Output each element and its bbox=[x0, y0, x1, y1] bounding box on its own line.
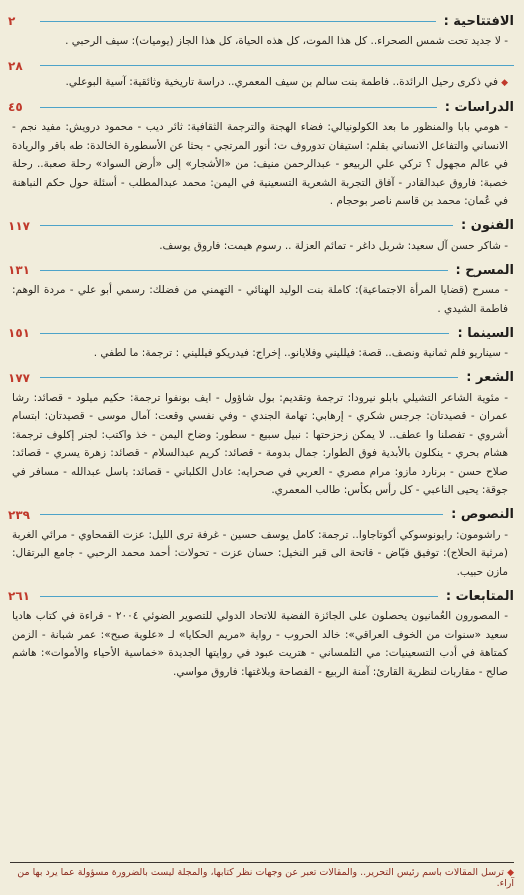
divider-line bbox=[40, 514, 443, 515]
section-cinema bbox=[8, 322, 514, 363]
section-text: - مئوية الشاعر التشيلي بابلو نيرودا: ترجمة وتقديم: بول شاؤول - ايف بونفوا ترجمة: حكيم ميلود - قصائد: رشا عمران - قصيدتان: جرجس شكري - إرهابي: تهامة الجندي - وفي نفسي وقعت: آمال موسى - قصيدتان: ابتسام أشروي - تفصلنا وا عطف.. لا يمكن زحزحتها : نبيل سبيع - سطور: وضاح اليمن - خذ واكتب: لجنر إكلوف ترجمة: هشام بحري - ينكلون بالأبدية فوق الطوار: جمال بدومة - قصائد: كريم عبدالسلام - قصائد: زهرة يسري - قصائد: صلاح حسن - برنارد مازو: مرام مصري - العربي في صحرايه: عادل الكلباني - قصائد: باسل عبدالله - مسافر في جوقة: يحيى الناعبي - كل رأس بكأس: طالب المعمري. bbox=[12, 391, 508, 496]
section-title: النصوص : bbox=[451, 507, 514, 522]
page-number: ٢ bbox=[8, 14, 16, 28]
section-text: - هومي بابا والمنظور ما بعد الكولونيالي: فضاء الهجنة والترجمة الثقافية: ثائر ديب - محمود درويش: مفيد نجم - الانساني والتفاعل الانساني بقلم: استيفان تدوروف ت: أنور المرتجي - بحثا عن الأسطورة الخالدة: طه باقر والريادة في عالم مجهول ؟ تركي علي الربيعو - عبدالرحمن منيف: من «الأشجار» إلى «أرض السواد» رحلة صعبة.. رحلة خصبة: فاروق عبدالقادر - آفاق التجربة الشعرية التسعينية في اليمن: محمد عبدالمطلب - أسئلة حول حكم النباهنة في عُمان: محمد بن قاسم ناصر بوحجام . bbox=[12, 121, 508, 207]
section-header bbox=[8, 59, 514, 73]
section-header bbox=[8, 215, 514, 237]
section-theater bbox=[8, 259, 514, 318]
section-header bbox=[8, 322, 514, 344]
divider-line bbox=[40, 596, 438, 597]
section-text: - لا جديد تحت شمس الصحراء.. كل هذا الموت، كل هذه الحياة، كل هذا الجاز (يوميات): سيف الرحبي . bbox=[65, 35, 508, 47]
divider-line bbox=[40, 21, 436, 22]
divider-line bbox=[40, 333, 449, 334]
divider-line bbox=[40, 65, 514, 66]
section-remembrance bbox=[8, 59, 514, 93]
section-text: - شاكر حسن آل سعيد: شربل داغر - تمائم العزلة .. رسوم هيمت: فاروق يوسف. bbox=[159, 239, 508, 252]
section-opening bbox=[8, 10, 514, 51]
section-title: الشعر : bbox=[466, 370, 514, 385]
divider-line bbox=[40, 270, 448, 271]
footnote-text: ترسل المقالات باسم رئيس التحرير.. والمقالات تعبر عن وجهات نظر كتابها، والمجلة ليست بالضرورة مسؤولة عما يرد بها من آراء. bbox=[17, 867, 514, 889]
page-number: ٢٨ bbox=[8, 58, 23, 73]
section-header bbox=[8, 96, 514, 118]
section-text: - راشومون: رايونوسوكي أكوتاجاوا.. ترجمة: كامل يوسف حسين - غرفة ترى الليل: عزت القمحاوي - مرائي الغربة (مرثية الحلاج): توفيق فيّاض - قاتحة الى قبر النخيل: حسان عزت - تحولات: أحمد محمد الرحبي - جامع البرتقال: مازن حبيب. bbox=[12, 528, 508, 578]
footnote bbox=[10, 867, 514, 889]
section-header bbox=[8, 10, 514, 32]
section-title: الدراسات : bbox=[444, 99, 514, 115]
section-text bbox=[8, 73, 514, 93]
section-follow-ups bbox=[8, 585, 514, 681]
divider-line bbox=[40, 377, 458, 378]
section-text: - مسرح (قضايا المرأة الاجتماعية): كاملة بنت الوليد الهنائي - التهمني من فضلك: رسمي أبو علي - مردة الوهم: فاطمة الشيدي . bbox=[12, 284, 508, 315]
page-number: ١٣١ bbox=[8, 263, 30, 277]
section-studies bbox=[8, 96, 514, 211]
diamond-bullet-icon: ◆ bbox=[507, 868, 514, 878]
section-header bbox=[8, 259, 514, 281]
divider-line bbox=[40, 107, 437, 108]
page-number: ١٥١ bbox=[8, 326, 30, 340]
page-number: ١١٧ bbox=[8, 218, 30, 233]
section-title: الفنون : bbox=[461, 218, 514, 233]
section-title: المتابعات : bbox=[445, 588, 514, 604]
diamond-bullet-icon: ◆ bbox=[501, 77, 508, 88]
section-arts bbox=[8, 215, 514, 256]
section-header bbox=[8, 585, 514, 607]
section-text-content: في ذكرى رحيل الرائدة.. فاطمة بنت سالم بن سيف المعمري.. دراسة تاريخية وثائقية: آسية البوعلي. bbox=[65, 75, 499, 88]
section-header bbox=[8, 367, 514, 389]
divider-line bbox=[40, 225, 453, 226]
section-text: - المصورون العُمانيون يحصلون على الجائزة الفضية للاتحاد الدولي للتصوير الضوئي ٢٠٠٤ - قراءة في كتاب هاديا سعيد «سنوات من الخوف العراقي»: خالد الحروب - رواية «مريم الحكايا» لـ «علوية صبح»: عمر شبانة - الزمن كمتاهة في أدب التسعينيات: مي التلمساني - هتريت عبود في روايتها الجديدة «خماسية الأحياء والأموات»: هاشم صالح - مقاربات لنظرية القارئ: آمنة الربيع - الفصاحة وبلاغتها: فاروق مواسي. bbox=[12, 610, 508, 678]
section-title: السينما : bbox=[457, 325, 514, 341]
section-title: الافتتاحية : bbox=[443, 13, 514, 29]
page-number: ١٧٧ bbox=[8, 370, 30, 385]
footer-divider bbox=[10, 862, 514, 863]
section-texts bbox=[8, 504, 514, 582]
section-poetry bbox=[8, 367, 514, 500]
section-title: المسرح : bbox=[455, 262, 514, 278]
page-number: ٢٣٩ bbox=[8, 507, 30, 522]
section-header bbox=[8, 504, 514, 526]
page-number: ٤٥ bbox=[8, 100, 23, 114]
section-text: - سيناريو فلم ثمانية ونصف.. قصة: فيلليني وفلايانو.. إخراج: فيدريكو فيلليني : ترجمة: ما لطفي . bbox=[93, 347, 508, 359]
page-number: ٢٦١ bbox=[8, 589, 30, 603]
